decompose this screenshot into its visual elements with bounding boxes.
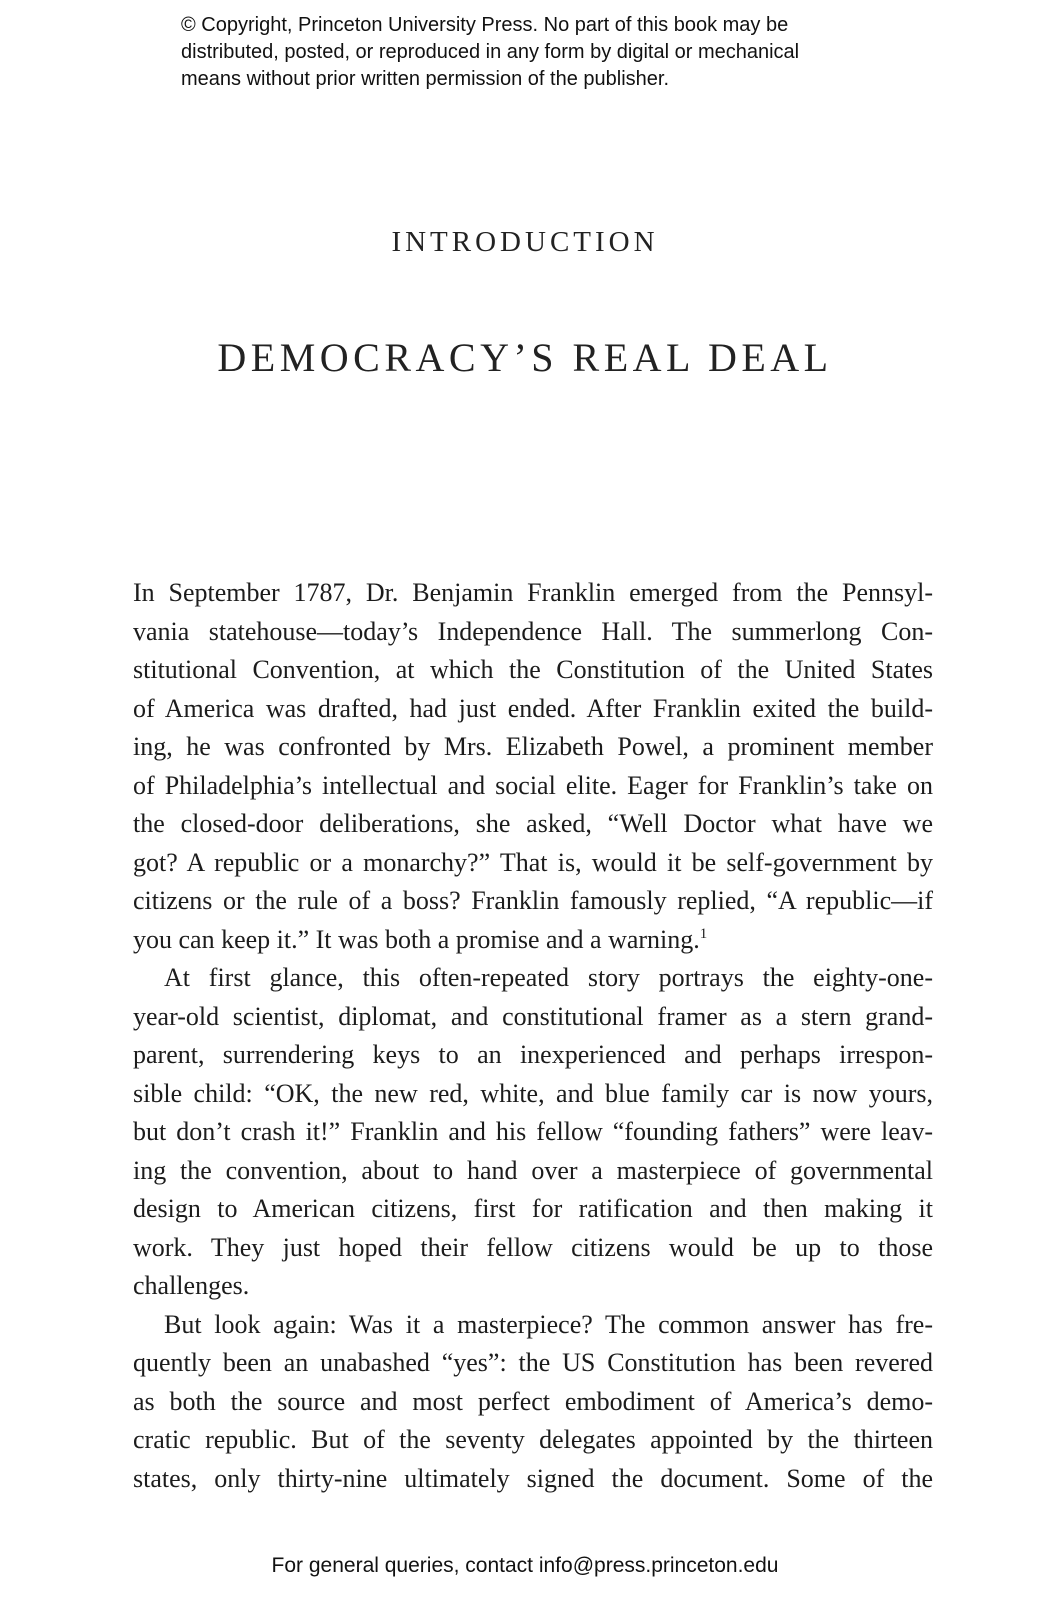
text-line: vania statehouse—today’s Independence Hall. The summerlong Con- (133, 616, 933, 646)
copyright-notice (181, 12, 941, 93)
text-line: work. They just hoped their fellow citizens would be up to those (133, 1232, 933, 1262)
text-line: design to American citizens, first for ratification and then making it (133, 1194, 933, 1223)
chapter-label: INTRODUCTION (391, 226, 659, 258)
paragraph-1 (133, 574, 933, 959)
text-line: At first glance, this often-repeated story portrays the eighty-one- (164, 963, 933, 992)
copyright-line: © Copyright, Princeton University Press. No part of this book may be (181, 14, 789, 36)
text-line: of Philadelphia’s intellectual and social elite. Eager for Franklin’s take on (133, 770, 933, 800)
text-line: states, only thirty-nine ultimately signed the document. Some of the (133, 1463, 933, 1493)
text-line: In September 1787, Dr. Benjamin Franklin emerged from the Pennsyl- (133, 578, 933, 607)
text-line: of America was drafted, had just ended. After Franklin exited the build- (133, 693, 933, 723)
paragraph-3 (133, 1306, 933, 1499)
paragraph-2 (133, 959, 933, 1306)
text-line: ing the convention, about to hand over a masterpiece of governmental (133, 1155, 933, 1185)
text-line: but don’t crash it!” Franklin and his fellow “founding fathers” were leav- (133, 1117, 933, 1146)
text-line: citizens or the rule of a boss? Franklin famously replied, “A republic—if (133, 886, 933, 915)
text-line-with-footnote (133, 921, 933, 960)
text-line: ing, he was confronted by Mrs. Elizabeth Powel, a prominent member (133, 732, 933, 761)
copyright-line: means without prior written permission of the publisher. (181, 68, 670, 90)
text-line: parent, surrendering keys to an inexperienced and perhaps irrespon- (133, 1040, 933, 1069)
text-line: you can keep it.” It was both a promise and a warning. (133, 924, 700, 954)
copyright-line: distributed, posted, or reproduced in any form by digital or mechanical (181, 41, 800, 63)
text-line: challenges. (133, 1271, 250, 1300)
body-text (133, 574, 933, 1498)
text-line: got? A republic or a monarchy?” That is, would it be self-government by (133, 847, 933, 877)
text-line: But look again: Was it a masterpiece? The common answer has fre- (164, 1309, 933, 1339)
text-line: as both the source and most perfect embodiment of America’s demo- (133, 1386, 933, 1416)
text-line: stitutional Convention, at which the Constitution of the United States (133, 655, 933, 684)
footer-contact: For general queries, contact info@press.princeton.edu (271, 1554, 779, 1577)
text-line: year-old scientist, diplomat, and constitutional framer as a stern grand- (133, 1001, 933, 1031)
footnote-marker[interactable]: 1 (699, 925, 708, 942)
text-line: sible child: “OK, the new red, white, and blue family car is now yours, (133, 1078, 933, 1108)
chapter-title: DEMOCRACY’S REAL DEAL (217, 335, 833, 380)
text-line: quently been an unabashed “yes”: the US Constitution has been revered (133, 1348, 933, 1377)
text-line: cratic republic. But of the seventy delegates appointed by the thirteen (133, 1425, 933, 1454)
text-line: the closed-door deliberations, she asked, “Well Doctor what have we (133, 809, 933, 838)
